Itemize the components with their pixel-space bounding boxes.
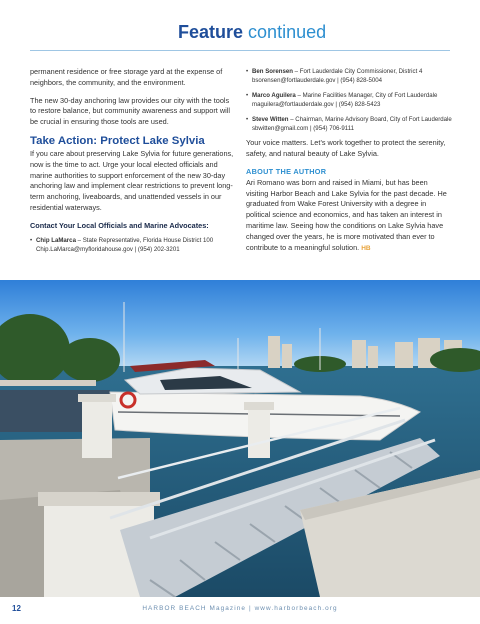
contact-name: Chip LaMarca xyxy=(36,236,76,244)
footer-separator: | xyxy=(248,605,252,612)
about-author-text xyxy=(246,178,452,255)
page-footer xyxy=(0,598,480,624)
dock-photo xyxy=(0,280,480,597)
contact-role: – Marine Facilities Manager, City of Fort Lauderdale xyxy=(295,91,438,99)
end-mark: HB xyxy=(361,244,371,252)
voice-paragraph: Your voice matters. Let’s work together to protect the serenity, safety, and natural beauty of Lake Sylvia. xyxy=(246,138,446,159)
contact-details: sbwitten@gmail.com | (954) 706-9111 xyxy=(252,125,355,133)
left-column xyxy=(30,67,234,259)
contact-name: Marco Aguilera xyxy=(252,91,296,99)
section-title xyxy=(178,22,326,43)
contact-details: maguilera@fortlauderdale.gov | (954) 828-5423 xyxy=(252,101,381,109)
contact-role: – Chairman, Marine Advisory Board, City of Fort Lauderdale xyxy=(288,115,452,123)
magazine-name: HARBOR BEACH Magazine xyxy=(142,605,247,612)
contact-name: Steve Witten xyxy=(252,115,289,123)
take-action-heading: Take Action: Protect Lake Sylvia xyxy=(30,134,205,147)
website-link[interactable]: www.harborbeach.org xyxy=(254,605,338,612)
contact-item xyxy=(30,236,234,255)
paragraph-1: permanent residence or free storage yard at the expense of neighbors, the community, and the environment. xyxy=(30,67,223,87)
page-header xyxy=(0,22,480,52)
contact-item xyxy=(246,91,452,110)
contact-details: bsorensen@fortlauderdale.gov | (954) 828-5004 xyxy=(252,77,383,85)
header-rule xyxy=(30,50,450,51)
section-title-light: continued xyxy=(248,22,327,42)
footer-credit xyxy=(0,605,480,612)
contact-role: – Fort Lauderdale City Commissioner, District 4 xyxy=(292,68,423,75)
contact-name: Ben Sorensen xyxy=(252,68,293,75)
contact-item xyxy=(246,115,452,134)
about-author-heading: ABOUT THE AUTHOR xyxy=(246,167,327,177)
contact-role: – State Representative, Florida House District 100 xyxy=(75,236,214,244)
section-title-bold: Feature xyxy=(178,22,244,42)
paragraph-3: If you care about preserving Lake Sylvia for future generations, now is the time to act. Urge your local elected officials and marine authorities to support enforcement of the new 30-day anchoring law and implement clear restrictions to prevent long-term anchoring, liveaboards, and unattended vessels in our residential waterways. xyxy=(30,148,234,212)
contact-details: Chip.LaMarca@myfloridahouse.gov | (954) 202-3201 xyxy=(36,245,180,253)
right-column xyxy=(246,67,452,261)
contact-item xyxy=(246,67,452,86)
about-author-body: Ari Romano was born and raised in Miami, but has been visiting Harbor Beach and Lake Sylvia for the past decade. He graduated from Wake Forest University with a degree in political science and economics, and has taken an interest in maritime law. Seeing how the conditions on Lake Sylvia have changed over the years, he is more motivated than ever to contribute to a meaningful solution. xyxy=(246,177,447,252)
page-number: 12 xyxy=(12,604,21,613)
paragraph-2: The new 30-day anchoring law provides our city with the tools to restore balance, but community awareness and support will be crucial in ensuring those tools are used. xyxy=(30,95,230,127)
contact-heading: Contact Your Local Officials and Marine Advocates: xyxy=(30,220,209,230)
